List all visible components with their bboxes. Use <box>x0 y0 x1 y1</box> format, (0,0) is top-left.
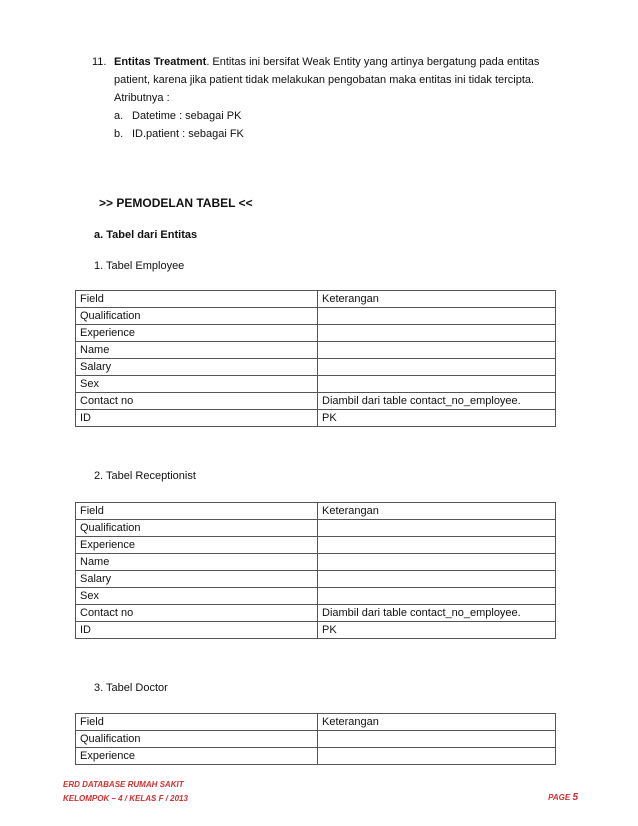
attribute-text: ID.patient : sebagai FK <box>132 128 244 140</box>
keterangan-cell <box>318 571 556 588</box>
section-title: >> PEMODELAN TABEL << <box>99 196 253 210</box>
subsection-heading: a. Tabel dari Entitas <box>94 229 198 241</box>
field-cell: Field <box>76 714 318 731</box>
field-cell: Salary <box>76 359 318 376</box>
employee-table <box>75 290 556 427</box>
field-cell: Field <box>76 503 318 520</box>
footer-title: ERD DATABASE RUMAH SAKIT <box>63 780 184 789</box>
field-cell: Sex <box>76 588 318 605</box>
field-cell: Contact no <box>76 605 318 622</box>
attribute-label: a. <box>114 110 124 122</box>
item-number: 11. <box>92 56 107 68</box>
field-cell: Contact no <box>76 393 318 410</box>
field-cell: Name <box>76 554 318 571</box>
table-row <box>76 748 556 765</box>
footer-left <box>63 778 188 806</box>
keterangan-cell <box>318 308 556 325</box>
table-row <box>76 376 556 393</box>
keterangan-cell: Keterangan <box>318 503 556 520</box>
entity-title: Entitas Treatment <box>114 56 207 68</box>
keterangan-cell <box>318 520 556 537</box>
table-header-row <box>76 503 556 520</box>
table-heading-employee: 1. Tabel Employee <box>94 260 185 272</box>
table-row <box>76 588 556 605</box>
table-row <box>76 622 556 639</box>
keterangan-cell <box>318 342 556 359</box>
field-cell: Qualification <box>76 308 318 325</box>
table-row <box>76 520 556 537</box>
page-number: 5 <box>572 792 578 803</box>
table-row <box>76 325 556 342</box>
attribute-label: b. <box>114 128 124 140</box>
keterangan-cell <box>318 325 556 342</box>
field-cell: Experience <box>76 325 318 342</box>
table-row <box>76 393 556 410</box>
field-cell: Sex <box>76 376 318 393</box>
entity-text: . Entitas ini bersifat Weak Entity yang artinya bergatung pada entitas patient, karena jika patient tidak melakukan pengobatan maka entitas ini tidak tercipta. Atributnya : <box>114 56 540 104</box>
footer-group: KELOMPOK – 4 / KELAS F / 2013 <box>63 794 188 803</box>
entity-description <box>114 53 572 107</box>
table-header-row <box>76 291 556 308</box>
table-heading-doctor: 3. Tabel Doctor <box>94 682 168 694</box>
attribute-list <box>114 107 572 143</box>
page-label: PAGE <box>548 793 573 802</box>
field-cell: ID <box>76 622 318 639</box>
table-row <box>76 571 556 588</box>
field-cell: Qualification <box>76 520 318 537</box>
table-header-row <box>76 714 556 731</box>
field-cell: Qualification <box>76 731 318 748</box>
keterangan-cell <box>318 588 556 605</box>
table-row <box>76 537 556 554</box>
keterangan-cell <box>318 537 556 554</box>
table-row <box>76 731 556 748</box>
field-cell: Experience <box>76 748 318 765</box>
keterangan-cell <box>318 359 556 376</box>
table-row <box>76 342 556 359</box>
page-indicator <box>548 792 578 803</box>
keterangan-cell <box>318 748 556 765</box>
keterangan-cell: Diambil dari table contact_no_employee. <box>318 605 556 622</box>
table-heading-receptionist: 2. Tabel Receptionist <box>94 470 196 482</box>
keterangan-cell: PK <box>318 622 556 639</box>
doctor-table <box>75 713 556 765</box>
keterangan-cell: Diambil dari table contact_no_employee. <box>318 393 556 410</box>
field-cell: Field <box>76 291 318 308</box>
field-cell: Salary <box>76 571 318 588</box>
keterangan-cell: Keterangan <box>318 291 556 308</box>
table-row <box>76 359 556 376</box>
table-row <box>76 554 556 571</box>
field-cell: Experience <box>76 537 318 554</box>
attribute-item <box>114 125 572 143</box>
keterangan-cell <box>318 731 556 748</box>
attribute-text: Datetime : sebagai PK <box>132 110 242 122</box>
field-cell: Name <box>76 342 318 359</box>
keterangan-cell: PK <box>318 410 556 427</box>
field-cell: ID <box>76 410 318 427</box>
keterangan-cell: Keterangan <box>318 714 556 731</box>
receptionist-table <box>75 502 556 639</box>
keterangan-cell <box>318 554 556 571</box>
table-row <box>76 308 556 325</box>
table-row <box>76 605 556 622</box>
attribute-item <box>114 107 572 125</box>
table-row <box>76 410 556 427</box>
keterangan-cell <box>318 376 556 393</box>
entity-treatment-item <box>92 53 572 143</box>
